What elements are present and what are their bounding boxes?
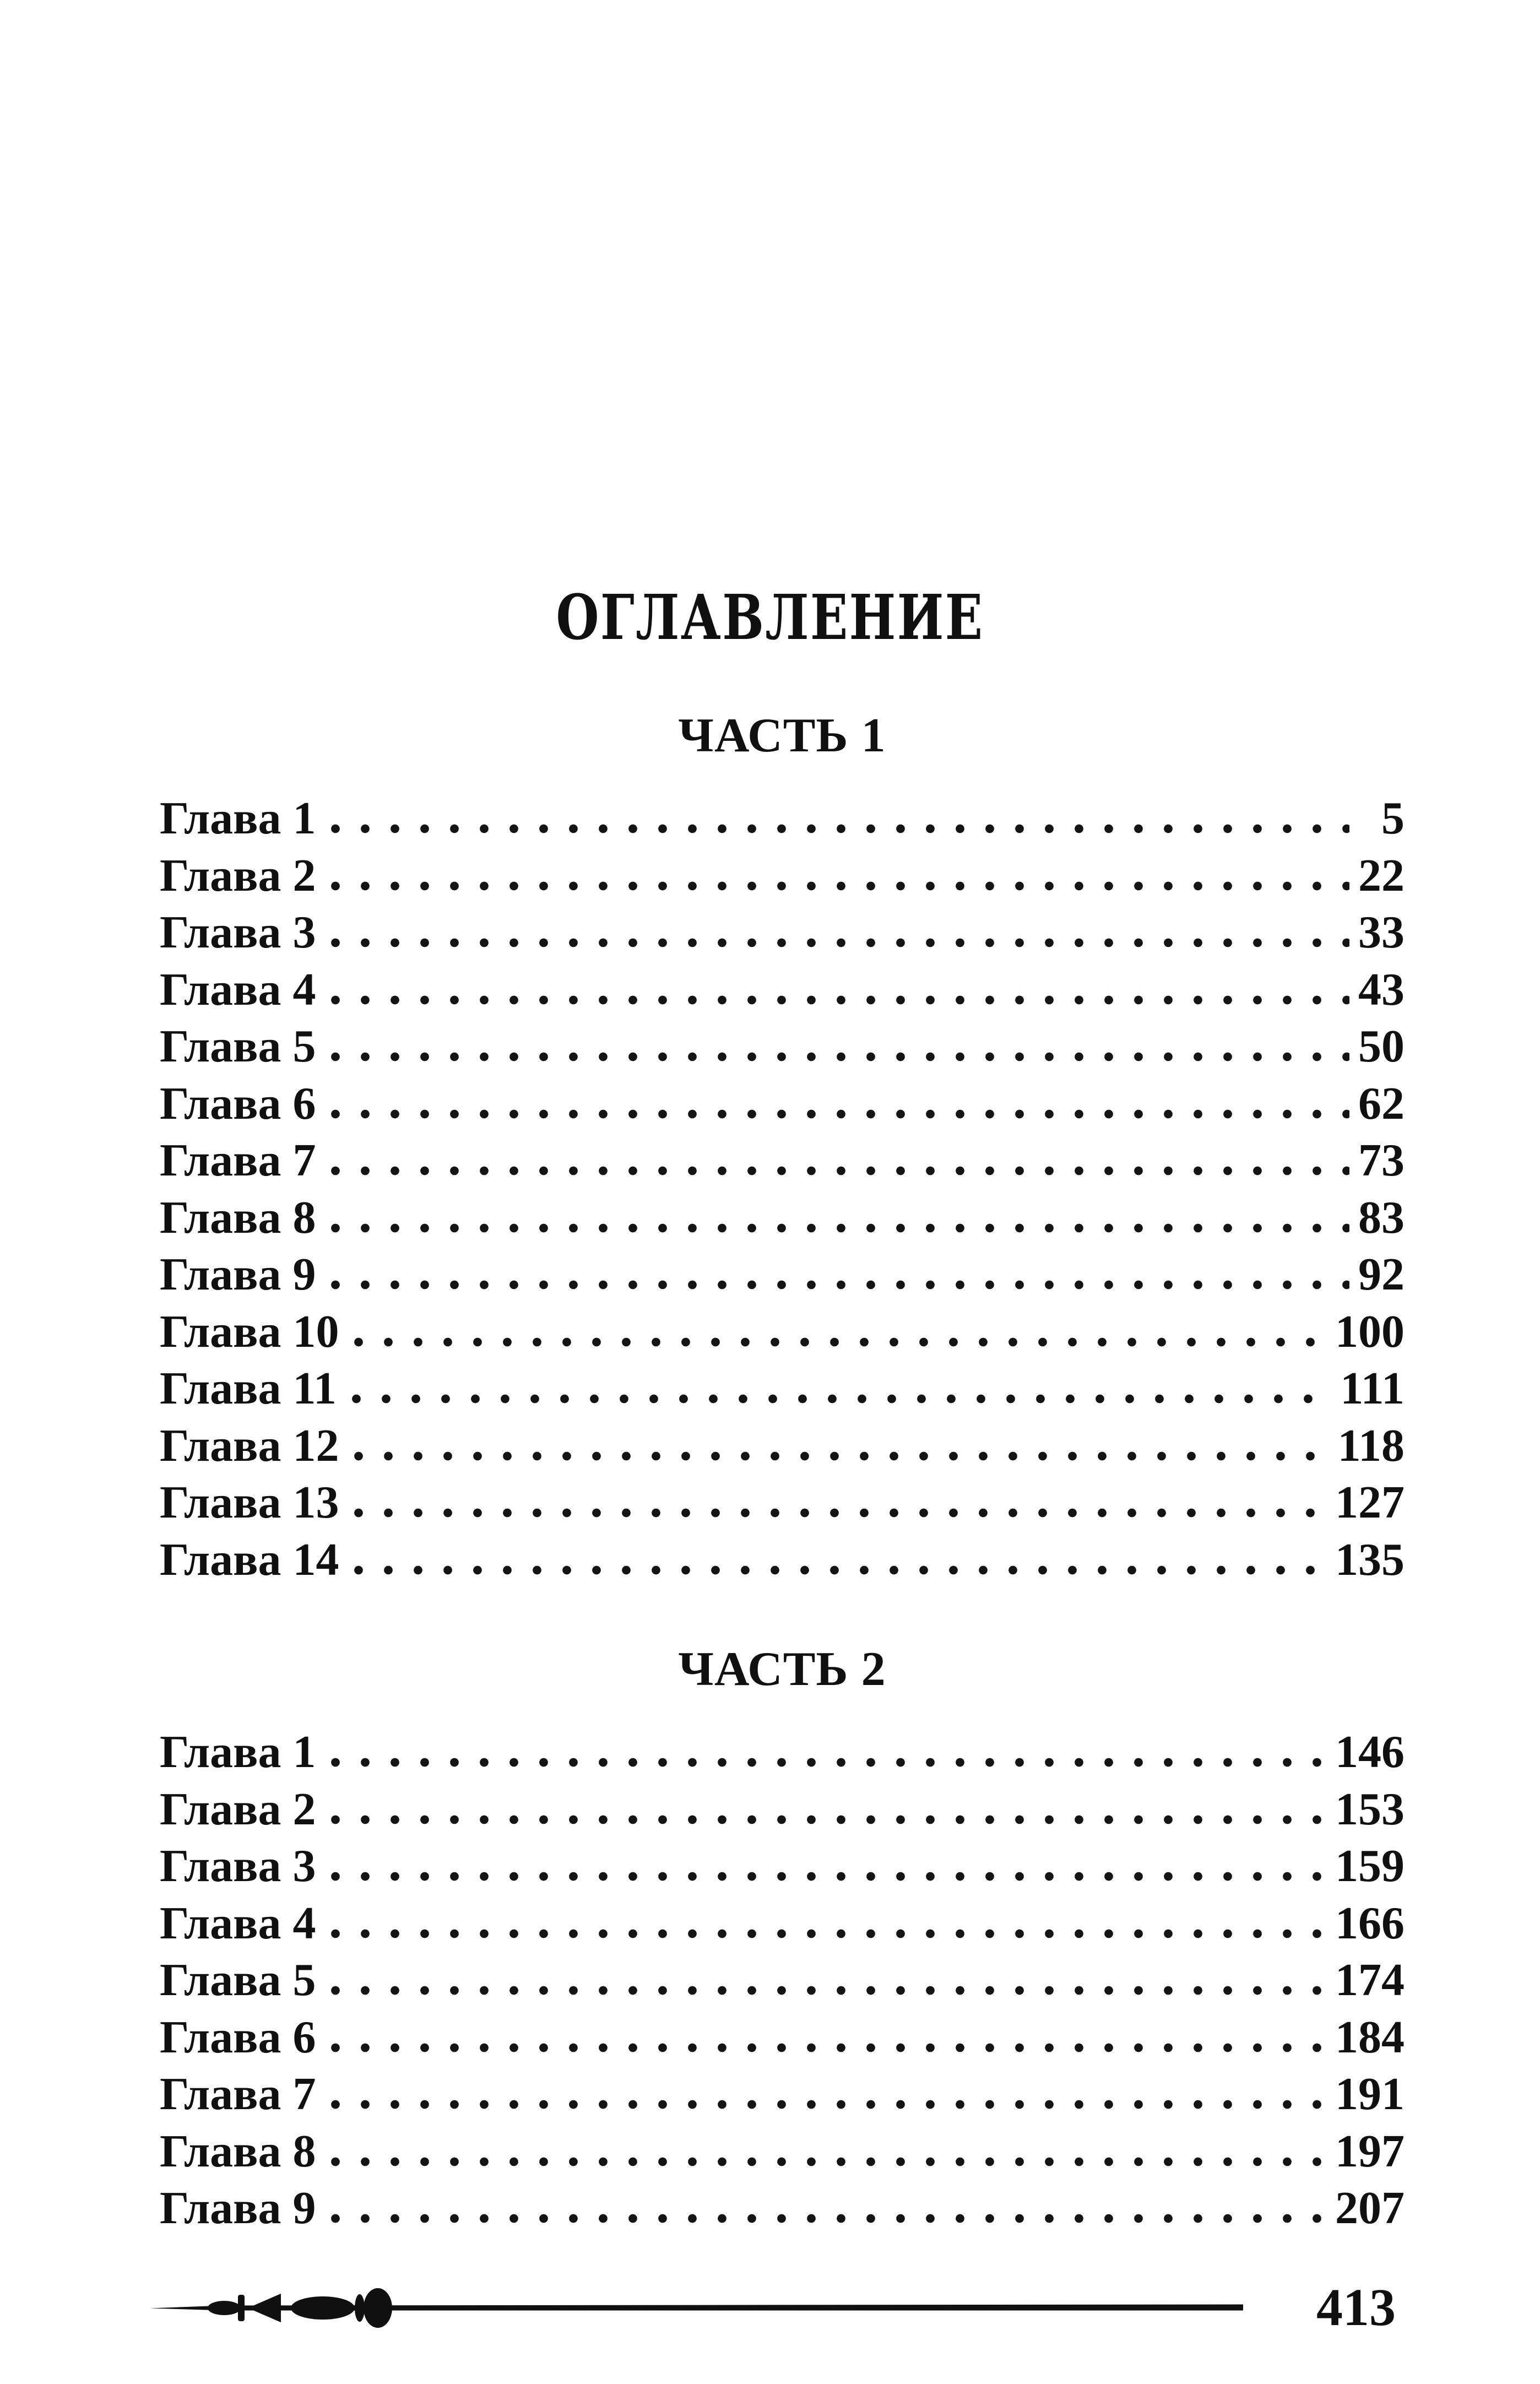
dot-leader [328, 2043, 1326, 2052]
dot-leader [328, 1166, 1349, 1175]
dot-leader [351, 1565, 1326, 1575]
dot-leader [328, 881, 1349, 891]
dot-leader [328, 824, 1349, 833]
chapter-page-number: 118 [1337, 1419, 1405, 1471]
toc-entry-row [160, 1474, 1405, 1531]
toc-entry-row [160, 1132, 1405, 1189]
chapter-label: Глава 10 [160, 1305, 339, 1357]
dot-leader [328, 995, 1349, 1005]
dot-leader [328, 1815, 1326, 1824]
chapter-label: Глава 6 [160, 2011, 316, 2063]
dot-leader [328, 1986, 1326, 1995]
toc-entry-row [160, 1246, 1405, 1303]
toc-entry-row [160, 904, 1405, 961]
part-entries [160, 790, 1405, 1588]
chapter-page-number: 127 [1335, 1477, 1405, 1528]
toc-entry-row [160, 1189, 1405, 1247]
dot-leader [328, 2214, 1326, 2223]
chapter-label: Глава 4 [160, 963, 316, 1015]
toc-entry-row [160, 1303, 1405, 1361]
chapter-label: Глава 5 [160, 1021, 316, 1072]
divider-arrow-ornament [150, 2282, 1243, 2333]
chapter-page-number: 135 [1335, 1534, 1405, 1585]
toc-entry-row [160, 1838, 1405, 1895]
dot-leader [328, 1280, 1349, 1289]
toc-entry-row [160, 1018, 1405, 1075]
part-heading: ЧАСТЬ 2 [678, 1643, 886, 1696]
chapter-page-number: 197 [1335, 2125, 1405, 2177]
chapter-label: Глава 9 [160, 1249, 316, 1300]
chapter-page-number: 5 [1381, 793, 1405, 844]
dot-leader [328, 2100, 1326, 2109]
chapter-page-number: 100 [1335, 1305, 1405, 1357]
toc-entry-row [160, 2009, 1405, 2066]
chapter-label: Глава 8 [160, 2125, 316, 2177]
chapter-page-number: 166 [1335, 1897, 1405, 1949]
dot-leader [328, 1109, 1349, 1119]
chapter-label: Глава 11 [160, 1363, 337, 1414]
chapter-label: Глава 6 [160, 1077, 316, 1129]
dot-leader [328, 1758, 1326, 1767]
dot-leader [328, 1929, 1326, 1938]
chapter-page-number: 50 [1358, 1021, 1405, 1072]
chapter-label: Глава 7 [160, 1135, 316, 1186]
dot-leader [328, 1872, 1326, 1881]
toc-section [160, 709, 1405, 1588]
toc-entry-row [160, 1531, 1405, 1589]
dot-leader [328, 1052, 1349, 1061]
chapter-page-number: 43 [1358, 963, 1405, 1015]
chapter-label: Глава 1 [160, 793, 316, 844]
chapter-label: Глава 7 [160, 2068, 316, 2120]
dot-leader [349, 1394, 1331, 1404]
toc-entry-row [160, 1360, 1405, 1417]
page-number: 413 [1316, 2278, 1396, 2337]
chapter-label: Глава 2 [160, 849, 316, 901]
chapter-label: Глава 3 [160, 1840, 316, 1892]
page-footer [0, 2278, 1540, 2337]
chapter-page-number: 92 [1358, 1249, 1405, 1300]
chapter-label: Глава 14 [160, 1534, 339, 1585]
dot-leader [351, 1508, 1326, 1518]
chapter-page-number: 191 [1335, 2068, 1405, 2120]
toc-title: ОГЛАВЛЕНИЕ [556, 582, 984, 654]
toc-entry-row [160, 847, 1405, 904]
toc-entry-row [160, 2066, 1405, 2123]
chapter-label: Глава 8 [160, 1191, 316, 1243]
chapter-page-number: 73 [1358, 1135, 1405, 1186]
chapter-page-number: 146 [1335, 1726, 1405, 1778]
chapter-label: Глава 4 [160, 1897, 316, 1949]
chapter-page-number: 153 [1335, 1783, 1405, 1835]
chapter-page-number: 207 [1335, 2182, 1405, 2234]
chapter-label: Глава 9 [160, 2182, 316, 2234]
chapter-page-number: 22 [1358, 849, 1405, 901]
chapter-page-number: 184 [1335, 2011, 1405, 2063]
part-heading: ЧАСТЬ 1 [678, 709, 886, 762]
dot-leader [328, 938, 1349, 947]
toc-entry-row [160, 961, 1405, 1018]
chapter-label: Глава 1 [160, 1726, 316, 1778]
chapter-label: Глава 3 [160, 907, 316, 958]
toc-entry-row [160, 1724, 1405, 1781]
dot-leader [351, 1451, 1328, 1461]
chapter-page-number: 62 [1358, 1077, 1405, 1129]
toc-entry-row [160, 1075, 1405, 1133]
toc-entry-row [160, 2180, 1405, 2237]
toc-entry-row [160, 1781, 1405, 1838]
dot-leader [328, 2157, 1326, 2166]
chapter-label: Глава 13 [160, 1477, 339, 1528]
dot-leader [351, 1337, 1326, 1347]
toc-entry-row [160, 2123, 1405, 2180]
chapter-label: Глава 2 [160, 1783, 316, 1835]
chapter-label: Глава 12 [160, 1419, 339, 1471]
chapter-page-number: 111 [1340, 1363, 1405, 1414]
part-entries [160, 1724, 1405, 2237]
chapter-page-number: 33 [1358, 907, 1405, 958]
chapter-label: Глава 5 [160, 1954, 316, 2006]
toc-entry-row [160, 1952, 1405, 2009]
toc-entry-row [160, 790, 1405, 847]
chapter-page-number: 174 [1335, 1954, 1405, 2006]
dot-leader [328, 1223, 1349, 1233]
toc-entry-row [160, 1417, 1405, 1475]
chapter-page-number: 83 [1358, 1191, 1405, 1243]
toc-entry-row [160, 1895, 1405, 1952]
toc-sections [160, 709, 1405, 2237]
toc-section [160, 1643, 1405, 2237]
chapter-page-number: 159 [1335, 1840, 1405, 1892]
